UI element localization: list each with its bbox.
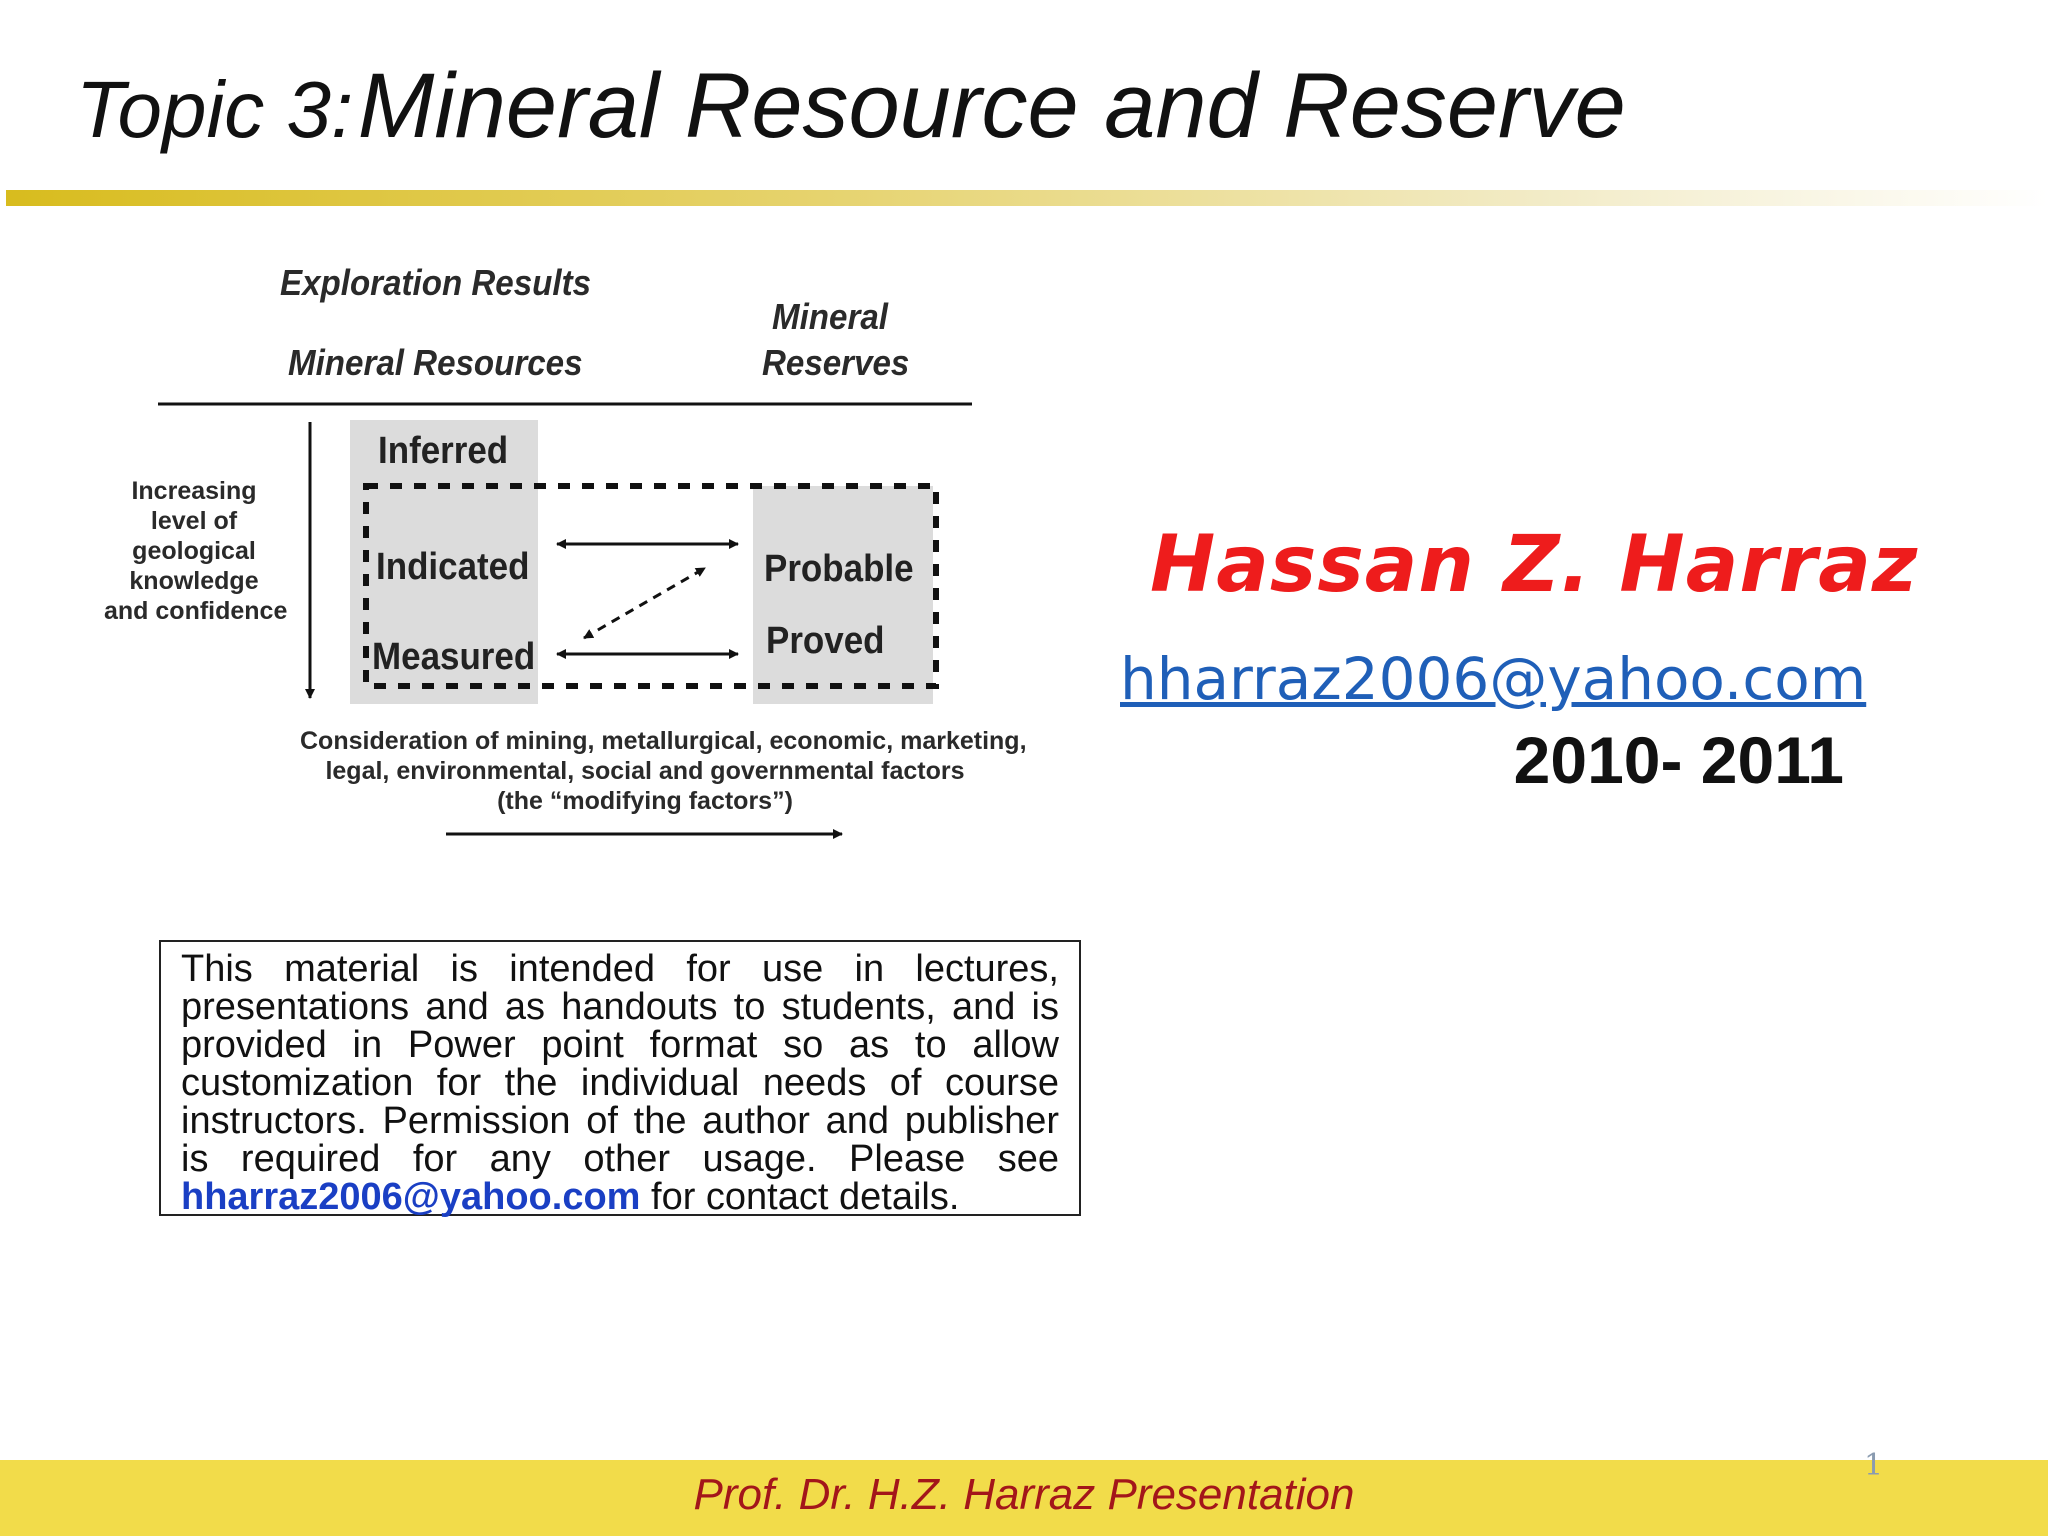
disclaimer-text-end: for contact details. xyxy=(640,1176,960,1218)
academic-years: 2010- 2011 xyxy=(1513,723,1844,797)
label-inferred: Inferred xyxy=(378,430,509,472)
reserves-gray-box xyxy=(753,486,933,704)
side-label-line: and confidence xyxy=(104,597,288,625)
header-mineral-resources: Mineral Resources xyxy=(288,342,583,383)
measured-probable-dashed-arrow xyxy=(584,568,705,638)
footer-text: Prof. Dr. H.Z. Harraz Presentation xyxy=(693,1470,1355,1519)
factors-line: (the “modifying factors”) xyxy=(497,787,793,815)
disclaimer-text: This material is intended for use in lectures, presentations and as handouts to students, and is provided in Power point format so as to allow customization for the individual needs of course instructors. Permission of the author and publisher is required for any other usage. Please see xyxy=(181,948,1059,1180)
label-measured: Measured xyxy=(372,636,536,678)
label-probable: Probable xyxy=(764,548,914,590)
header-mineral-reserves-line1: Mineral xyxy=(772,296,888,337)
disclaimer-email-link[interactable]: hharraz2006@yahoo.com xyxy=(181,1176,641,1218)
header-mineral-reserves-line2: Reserves xyxy=(762,342,910,383)
author-name: Hassan Z. Harraz xyxy=(1150,520,1919,610)
side-label-line: Increasing xyxy=(131,477,257,505)
side-label-line: geological xyxy=(132,537,256,565)
side-label-line: knowledge xyxy=(129,567,259,595)
disclaimer-box xyxy=(159,940,1081,1216)
side-label-line: level of xyxy=(150,507,238,535)
factors-line: legal, environmental, social and governmental factors xyxy=(325,757,965,785)
resource-reserve-diagram xyxy=(104,250,1027,860)
slide-title-prefix: Topic 3: xyxy=(76,65,354,154)
title-underline xyxy=(6,190,2048,206)
slide-title xyxy=(76,54,1626,159)
side-label-confidence xyxy=(104,476,288,626)
slide-title-main: Mineral Resource and Reserve xyxy=(357,55,1626,157)
author-email-link[interactable]: hharraz2006@yahoo.com xyxy=(1120,645,1867,713)
label-proved: Proved xyxy=(766,620,885,662)
page-number: 1 xyxy=(1864,1448,1884,1483)
header-exploration-results: Exploration Results xyxy=(280,262,592,303)
label-indicated: Indicated xyxy=(376,546,530,588)
factors-line: Consideration of mining, metallurgical, economic, marketing, xyxy=(300,727,1027,755)
modifying-factors-note xyxy=(300,726,1027,816)
